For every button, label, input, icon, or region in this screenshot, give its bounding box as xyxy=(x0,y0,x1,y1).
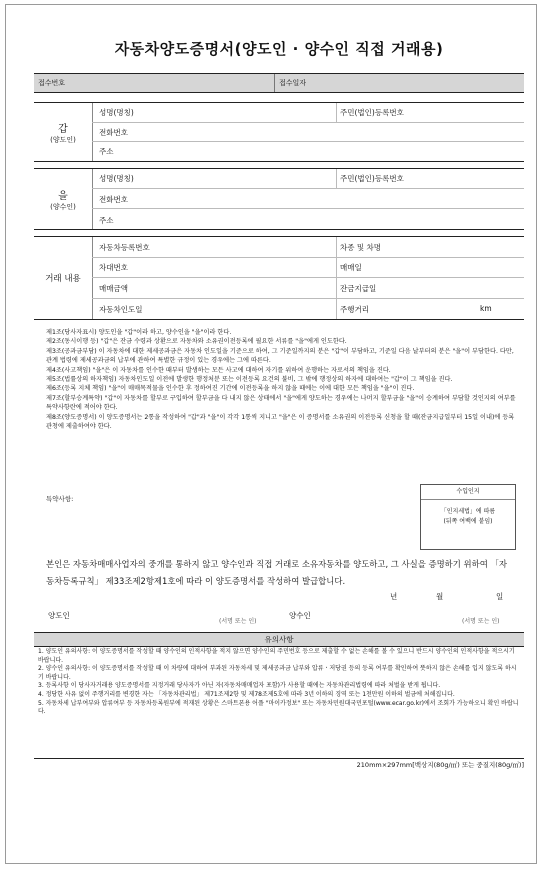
seller-name-field[interactable]: 성명(명칭) xyxy=(99,108,134,117)
term-1: 제1조(당사자표시) 양도인을 "갑"이라 하고, 양수인을 "을"이라 한다. xyxy=(46,329,232,336)
deal-vin-field[interactable]: 차대번호 xyxy=(99,263,128,272)
deal-label: 거래 내용 xyxy=(45,274,81,284)
receipt-header xyxy=(34,73,524,93)
buyer-name-field[interactable]: 성명(명칭) xyxy=(99,174,134,183)
seller-signature[interactable]: (서명 또는 인) xyxy=(219,618,257,625)
seller-label: 갑 xyxy=(58,123,68,135)
deal-reg-no-field[interactable]: 자동차등록번호 xyxy=(99,243,150,252)
paper-spec: 210mm×297mm[백상지(80g/㎡) 또는 중질지(80g/㎡)] xyxy=(356,761,524,769)
notice-2: 2. 양수인 유의사항: 이 양도증명서를 작성할 때 이 차량에 대하여 부과된 자동차세 및 제세공과금 납부와 압류ㆍ저당권 등의 등록 여부를 확인하여 뜻하지 않은 손해를 입지 않도록 하시기 바랍니다. xyxy=(38,665,517,681)
term-5: 제5조(법률상의 하자책임) 자동차인도일 이전에 발생한 행정처분 또는 이전등록 요건의 불비, 그 밖에 행정상의 하자에 대하여는 "갑"이 그 책임을 진다. xyxy=(46,376,453,384)
buyer-section xyxy=(34,168,524,230)
seller-section xyxy=(34,102,524,162)
receipt-no-label: 접수번호 xyxy=(38,79,66,87)
deal-car-type-field[interactable]: 차종 및 차명 xyxy=(340,243,381,252)
deal-section xyxy=(34,236,524,320)
notice-5: 5. 자동차세 납부여부와 압류여부 등 자동차등록원부에 적재된 상황은 스마트폰용 어플 "마이카정보" 또는 자동차민원대국민포털(www.ecar.go.kr)에서 조회가 가능하오니 확인 바랍니다. xyxy=(38,699,519,716)
revenue-stamp-box xyxy=(420,484,516,550)
buyer-id-field[interactable]: 주민(법인)등록번호 xyxy=(340,174,404,183)
form-page xyxy=(34,18,524,856)
buyer-address-field[interactable]: 주소 xyxy=(99,216,114,225)
seller-phone-field[interactable]: 전화번호 xyxy=(99,128,128,137)
declaration-text: 본인은 자동차매매사업자의 중개를 통하지 않고 양수인과 직접 거래로 소유자동차를 양도하고, 그 사실을 증명하기 위하여 「자동차등록규칙」 제33조제2항제1호에 따라 이 양도증명서를 작성하여 발급합니다. xyxy=(46,559,507,586)
seller-address-field[interactable]: 주소 xyxy=(99,147,114,156)
term-7: 제7조(할부승계특약) "갑"이 자동차를 할부로 구입하여 할부금을 다 내지 않은 상태에서 "을"에게 양도하는 경우에는 나머지 할부금을 "을"이 승계하여 부담할 것인지의 여부를 특약사항란에 적어야 한다. xyxy=(46,394,516,412)
date-day[interactable]: 일 xyxy=(496,592,504,601)
form-frame xyxy=(5,4,537,864)
buyer-sub: (양수인) xyxy=(50,202,76,211)
terms-list xyxy=(46,328,516,431)
form-title: 자동차양도증명서(양도인 · 양수인 직접 거래용) xyxy=(114,40,444,58)
deal-balance-date-field[interactable]: 잔금지급일 xyxy=(340,284,377,293)
footer-rule xyxy=(34,758,524,759)
date-month[interactable]: 월 xyxy=(436,592,444,601)
term-6: 제6조(등록 지체 책임) "을"이 매매목적물을 인수한 후 정하여진 기간에 이전등록을 하지 않을 때에는 이에 대한 모든 책임을 "을"이 진다. xyxy=(46,385,415,393)
buyer-signature[interactable]: (서명 또는 인) xyxy=(462,618,500,625)
term-4: 제4조(사고책임) "을"은 이 자동차를 인수한 때부터 발생하는 모든 사고에 대하여 자기를 위하여 운행하는 자로서의 책임을 진다. xyxy=(46,366,391,374)
deal-sale-date-field[interactable]: 매매일 xyxy=(340,263,362,272)
seller-id-field[interactable]: 주민(법인)등록번호 xyxy=(340,108,404,117)
term-2: 제2조(동시이행 등) "갑"은 잔금 수령과 상환으로 자동차와 소유권이전등록에 필요한 서류를 "을"에게 인도한다. xyxy=(46,338,347,346)
deal-km-unit: km xyxy=(480,304,492,313)
buyer-sign-label: 양수인 xyxy=(289,611,311,620)
buyer-label: 을 xyxy=(58,190,68,202)
term-3: 제3조(공과금부담) 이 자동차에 대한 제세공과금은 자동차 인도일을 기준으로 하여, 그 기준일까지의 분은 "갑"이 부담하고, 기준일 다음 날부터의 분은 "을"이 부담한다. 다만, 관계 법령에 제세공과금의 납부에 관하여 특별한 규정이 있는 경우에는 그에 따른다. xyxy=(46,347,514,365)
buyer-phone-field[interactable]: 전화번호 xyxy=(99,195,128,204)
deal-mileage-field[interactable]: 주행거리 xyxy=(340,305,369,314)
notice-3: 3. 등록사항 이 당사자거래용 양도증명서를 지정거래 당사자가 아닌 자(자동차매매업자 포함)가 사용할 때에는 자동차관리법령에 따라 처벌을 받게 됩니다. xyxy=(38,682,441,690)
receipt-date-label: 접수일자 xyxy=(279,79,307,87)
seller-sub: (양도인) xyxy=(50,135,76,144)
deal-price-field[interactable]: 매매금액 xyxy=(99,284,128,293)
stamp-body: 「인지세법」에 따름 (뒤쪽 여백에 붙임) xyxy=(440,508,496,525)
notice-1: 1. 양도인 유의사항: 이 양도증명서를 작성할 때 양수인의 인적사항을 적지 않으면 양수인의 주민번호 등으로 제출할 수 없는 손해를 볼 수 있으니 반드시 양수인의 인적사항을 적으시기 바랍니다. xyxy=(38,648,515,664)
notice-list xyxy=(38,648,520,717)
date-year[interactable]: 년 xyxy=(390,592,398,601)
notice-4: 4. 정당한 사유 없이 주행거리를 변경한 자는 「자동차관리법」 제71조제2항 및 제78조제5호에 따라 3년 이하의 징역 또는 1천만원 이하의 벌금에 처해집니다. xyxy=(38,690,455,698)
term-8: 제8조(양도증명서) 이 양도증명서는 2통을 작성하여 "갑"과 "을"이 각각 1통씩 지니고 "을"은 이 증명서를 소유권의 이전등록 신청을 할 때(잔금지급일부터 15일 이내)에 등록관청에 제출하여야 한다. xyxy=(46,413,515,431)
seller-sign-label: 양도인 xyxy=(48,611,70,620)
special-terms-label[interactable]: 특약사항: xyxy=(46,495,74,503)
stamp-title: 수입인지 xyxy=(421,485,515,500)
deal-delivery-date-field[interactable]: 자동차인도일 xyxy=(99,305,143,314)
notice-header: 유의사항 xyxy=(34,632,524,647)
